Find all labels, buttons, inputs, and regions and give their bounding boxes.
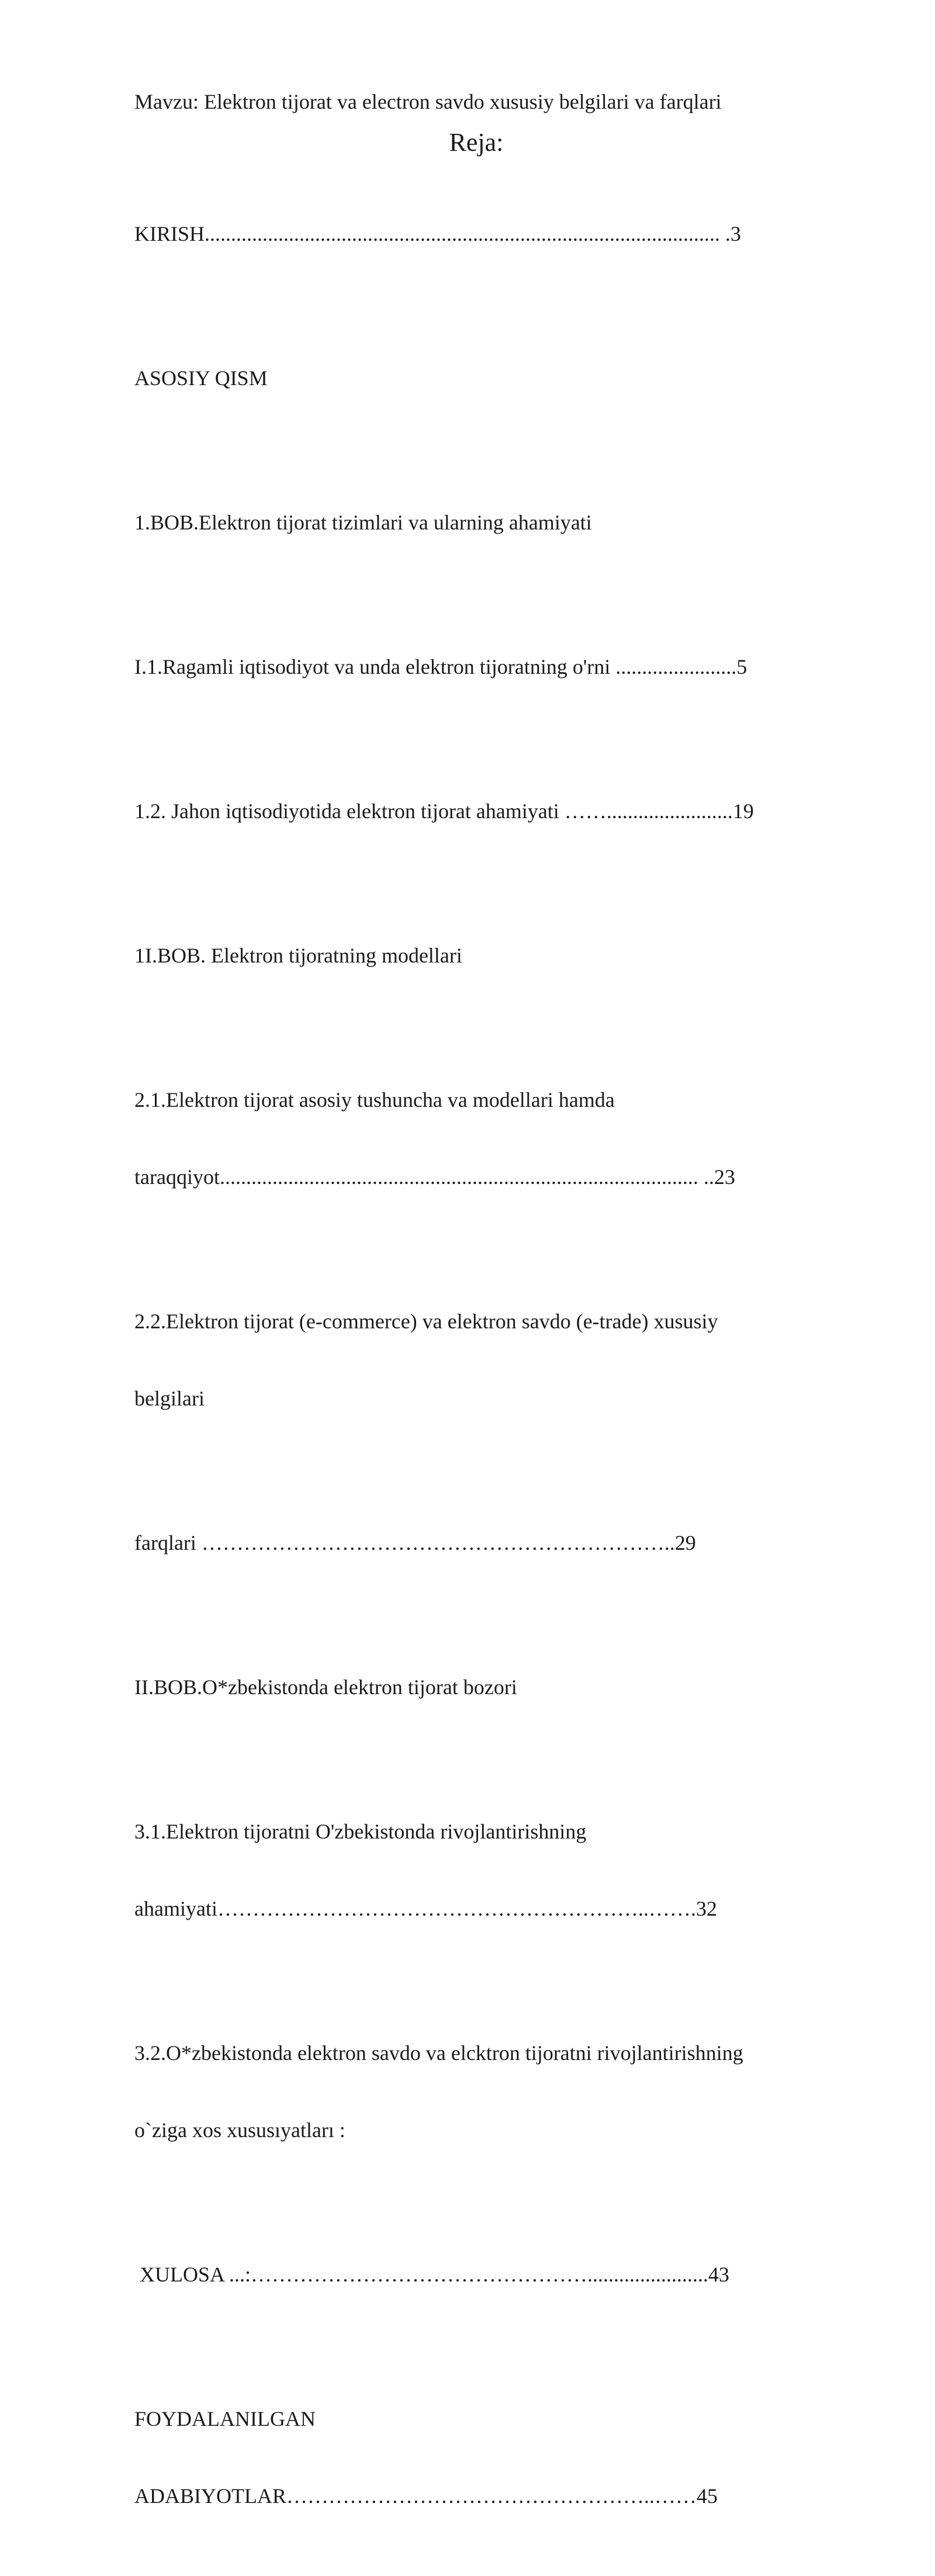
toc-entry-section-1-2 [134, 747, 801, 875]
plan-title: Reja: [449, 128, 504, 157]
toc-line: farqlari …………………………………………………………..29 [134, 1531, 696, 1554]
toc-line: KIRISH.................................................................................................. .3 [134, 222, 742, 245]
toc-line: I.1.Ragamli iqtisodiyot va unda elektron tijoratning o'rni .......................5 [134, 655, 747, 678]
toc-line: 3.2.O*zbekistonda elektron savdo va elcktron tijoratni rivojlantirishning [134, 2041, 743, 2065]
toc-entry-kirish [134, 169, 801, 298]
toc-entry-chapter-2 [134, 891, 801, 1020]
toc-entry-section-1-1 [134, 603, 801, 731]
toc-entry-section-3-1 [134, 1767, 801, 1973]
toc-line: ASOSIY QISM [134, 366, 268, 390]
toc-entry-asosiy-qism [134, 314, 801, 442]
toc-line: XULOSA ...:………………………………………….......................43 [134, 2263, 730, 2286]
toc-line: 3.1.Elektron tijoratni O'zbekistonda rivojlantirishning [134, 1820, 587, 1843]
toc-entry-xulosa [134, 2210, 801, 2339]
toc-entry-section-2-2 [134, 1257, 801, 1463]
toc-line: 1I.BOB. Elektron tijoratning modellari [134, 944, 462, 967]
toc-line: ADABIYOTLAR……………………………………………..……45 [134, 2484, 718, 2508]
subject-line: Mavzu: Elektron tijorat va electron savdo xususiy belgilari va farqlari [134, 90, 722, 113]
toc-entry-chapter-3 [134, 1623, 801, 1751]
toc-line: II.BOB.O*zbekistonda elektron tijorat bozori [134, 1675, 517, 1699]
toc-entry-section-3-2 [134, 1989, 801, 2194]
toc-line: 2.1.Elektron tijorat asosiy tushuncha va modellari hamda [134, 1088, 615, 1112]
toc-entry-chapter-1 [134, 458, 801, 587]
toc-line: taraqqiyot........................................................................................... ..23 [134, 1165, 735, 1189]
toc-line: 1.2. Jahon iqtisodiyotida elektron tijorat ahamiyati ……........................19 [134, 799, 754, 823]
toc-entry-section-2-2-continued [134, 1479, 801, 1607]
toc-line: o`ziga xos xususıyatları : [134, 2118, 345, 2142]
toc-line: 1.BOB.Elektron tijorat tizimlari va ularning ahamiyati [134, 511, 592, 534]
toc-entry-references [134, 2355, 801, 2560]
toc-entry-section-2-1 [134, 1036, 801, 1241]
toc-line: belgilari [134, 1387, 205, 1410]
toc-line: ahamiyati……………………………………………………..…….32 [134, 1897, 717, 1920]
toc-line: FOYDALANILGAN [134, 2407, 316, 2430]
toc-line: 2.2.Elektron tijorat (e-commerce) va elektron savdo (e-trade) xususiy [134, 1310, 718, 1333]
document-content [134, 89, 801, 2576]
